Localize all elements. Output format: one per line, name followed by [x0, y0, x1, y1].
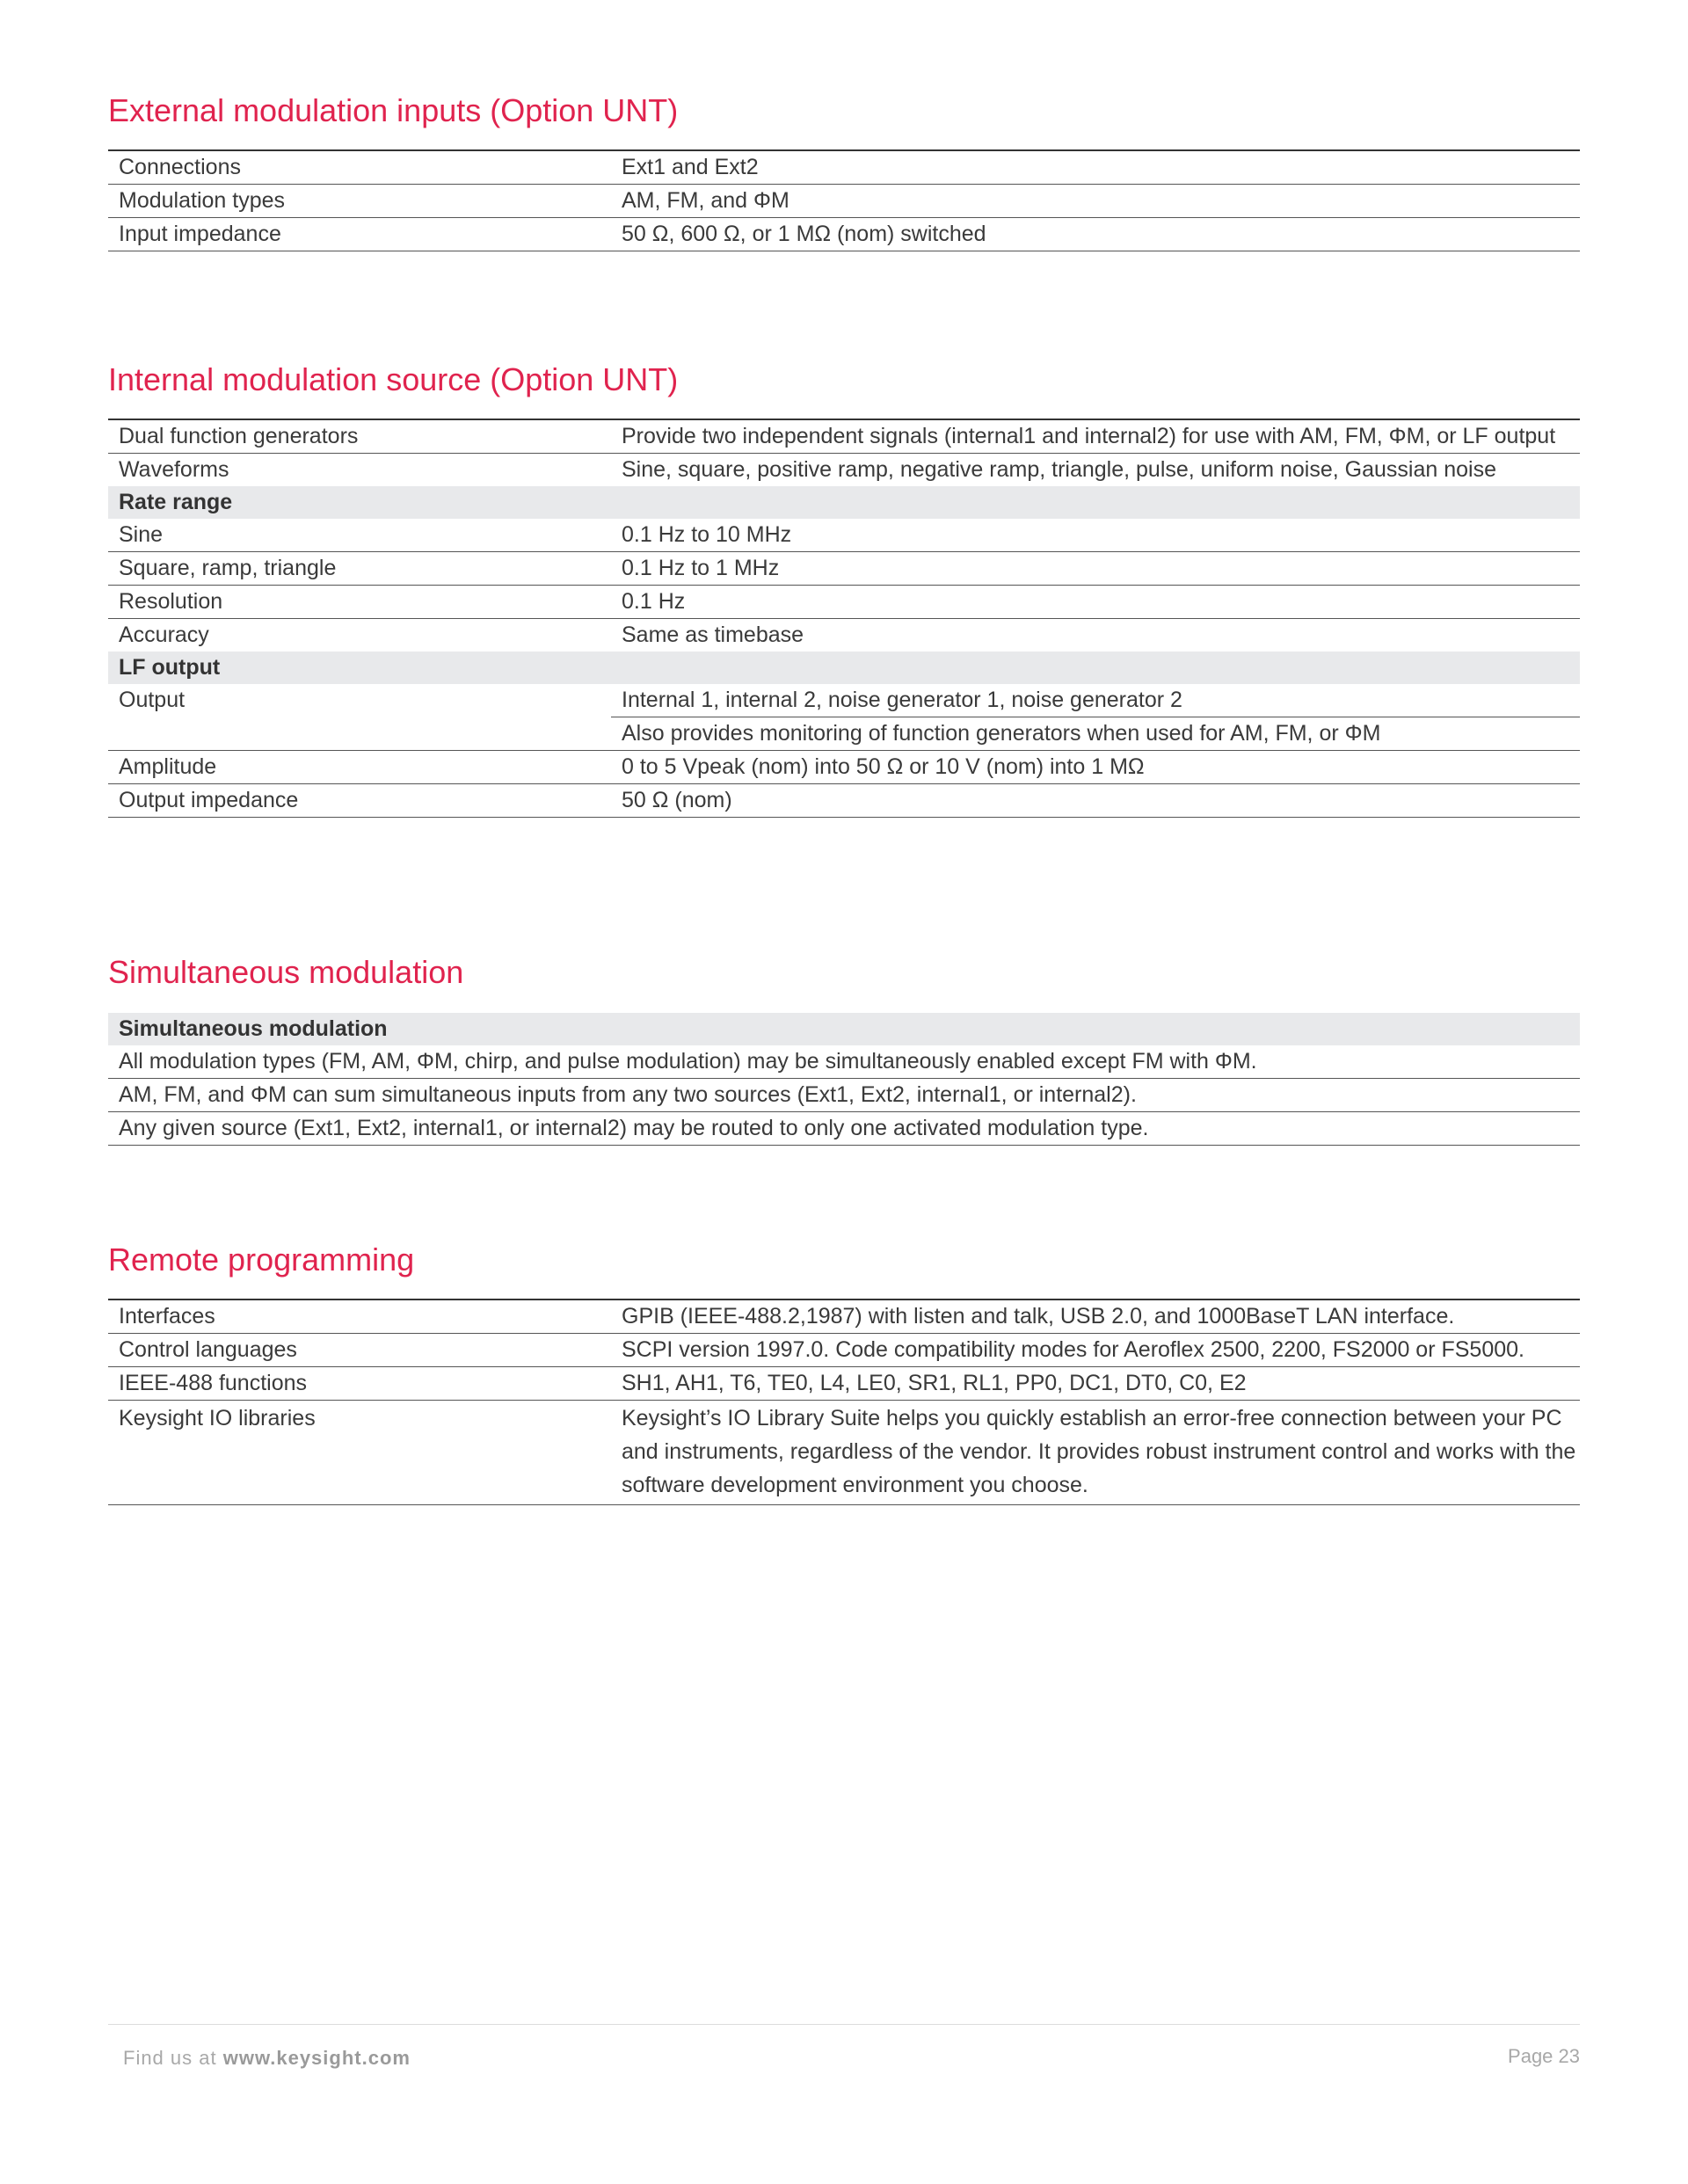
section-title: External modulation inputs (Option UNT) [108, 92, 679, 128]
row-label: Dual function generators [119, 424, 359, 448]
page-number: Page 23 [1508, 2045, 1580, 2067]
row-text: All modulation types (FM, AM, ΦM, chirp, and pulse modulation) may be simultaneously enabled except FM with ΦM. [119, 1049, 1257, 1074]
row-value: SCPI version 1997.0. Code compatibility modes for Aeroflex 2500, 2200, FS2000 or FS5000. [622, 1337, 1524, 1362]
row-value: 0.1 Hz to 1 MHz [622, 556, 780, 580]
row-value: 50 Ω (nom) [622, 788, 732, 812]
subheader-lf-output [108, 652, 1580, 684]
table-row [108, 1401, 1580, 1505]
footer-url-link[interactable]: www.keysight.com [222, 2047, 411, 2069]
spec-table [108, 1299, 1580, 1505]
table-row [108, 552, 1580, 586]
table-row [108, 420, 1580, 454]
row-value: 0.1 Hz to 10 MHz [622, 522, 792, 547]
row-value: Same as timebase [622, 622, 804, 647]
section-title: Simultaneous modulation [108, 954, 464, 990]
row-value: GPIB (IEEE-488.2,1987) with listen and talk, USB 2.0, and 1000BaseT LAN interface. [622, 1304, 1455, 1329]
row-label: Waveforms [119, 457, 229, 482]
table-row [108, 1334, 1580, 1367]
table-row [108, 454, 1580, 486]
spec-table [108, 419, 1580, 818]
row-label: IEEE-488 functions [119, 1371, 308, 1395]
row-label: Output [119, 688, 186, 712]
footer-find-prefix: Find us at [123, 2047, 223, 2069]
subheader-label: Rate range [119, 490, 233, 514]
row-label: Resolution [119, 589, 223, 614]
row-label: Sine [119, 522, 164, 547]
row-value: Provide two independent signals (internal1 and internal2) for use with AM, FM, ΦM, or LF output [622, 424, 1556, 448]
row-text: AM, FM, and ΦM can sum simultaneous inputs from any two sources (Ext1, Ext2, internal1, or internal2). [119, 1082, 1137, 1107]
table-row [108, 784, 1580, 818]
table-row [108, 519, 1580, 552]
subheader-label: LF output [119, 655, 221, 680]
footer-divider [108, 2024, 1580, 2025]
row-value-line: Also provides monitoring of function generators when used for AM, FM, or ΦM [622, 721, 1381, 746]
row-value: 50 Ω, 600 Ω, or 1 MΩ (nom) switched [622, 222, 986, 246]
table-row [108, 586, 1580, 619]
row-label: Connections [119, 155, 241, 179]
section-title: Internal modulation source (Option UNT) [108, 361, 679, 397]
table-row [108, 1045, 1580, 1079]
table-row [108, 1112, 1580, 1146]
row-text: Any given source (Ext1, Ext2, internal1, or internal2) may be routed to only one activated modulation type. [119, 1116, 1149, 1140]
footer-find-us [123, 2047, 411, 2070]
row-label: Accuracy [119, 622, 209, 647]
row-value: SH1, AH1, T6, TE0, L4, LE0, SR1, RL1, PP0, DC1, DT0, C0, E2 [622, 1371, 1247, 1395]
subheader-label: Simultaneous modulation [119, 1016, 388, 1041]
table-row [108, 1300, 1580, 1334]
table-row [108, 1079, 1580, 1112]
row-label: Input impedance [119, 222, 281, 246]
table-row [108, 151, 1580, 185]
table-row [108, 684, 1580, 751]
row-label: Interfaces [119, 1304, 215, 1329]
row-label: Output impedance [119, 788, 299, 812]
row-value: 0.1 Hz [622, 589, 686, 614]
table-row [108, 619, 1580, 652]
spec-table [108, 1013, 1580, 1146]
subheader-rate-range [108, 486, 1580, 519]
table-row [108, 185, 1580, 218]
row-label: Control languages [119, 1337, 297, 1362]
row-label: Amplitude [119, 754, 217, 779]
row-label: Modulation types [119, 188, 286, 213]
subheader-simultaneous [108, 1013, 1580, 1045]
row-value-line: software development environment you choose. [622, 1473, 1088, 1497]
row-value-line: Internal 1, internal 2, noise generator 1, noise generator 2 [611, 684, 1580, 717]
table-row [108, 1367, 1580, 1401]
row-value-multi [611, 684, 1580, 750]
row-value: Ext1 and Ext2 [622, 155, 759, 179]
row-value: Sine, square, positive ramp, negative ramp, triangle, pulse, uniform noise, Gaussian noise [622, 457, 1496, 482]
row-value: AM, FM, and ΦM [622, 188, 789, 213]
section-title: Remote programming [108, 1241, 415, 1278]
row-value: 0 to 5 Vpeak (nom) into 50 Ω or 10 V (nom) into 1 MΩ [622, 754, 1145, 779]
row-label: Square, ramp, triangle [119, 556, 337, 580]
spec-table [108, 149, 1580, 251]
row-value-line: Keysight’s IO Library Suite helps you quickly establish an error-free connection between your PC [622, 1406, 1562, 1431]
row-value-line: and instruments, regardless of the vendor. It provides robust instrument control and works with the [622, 1439, 1576, 1464]
table-row [108, 751, 1580, 784]
table-row [108, 218, 1580, 251]
row-value-multi [611, 1401, 1580, 1502]
row-label: Keysight IO libraries [119, 1406, 316, 1431]
